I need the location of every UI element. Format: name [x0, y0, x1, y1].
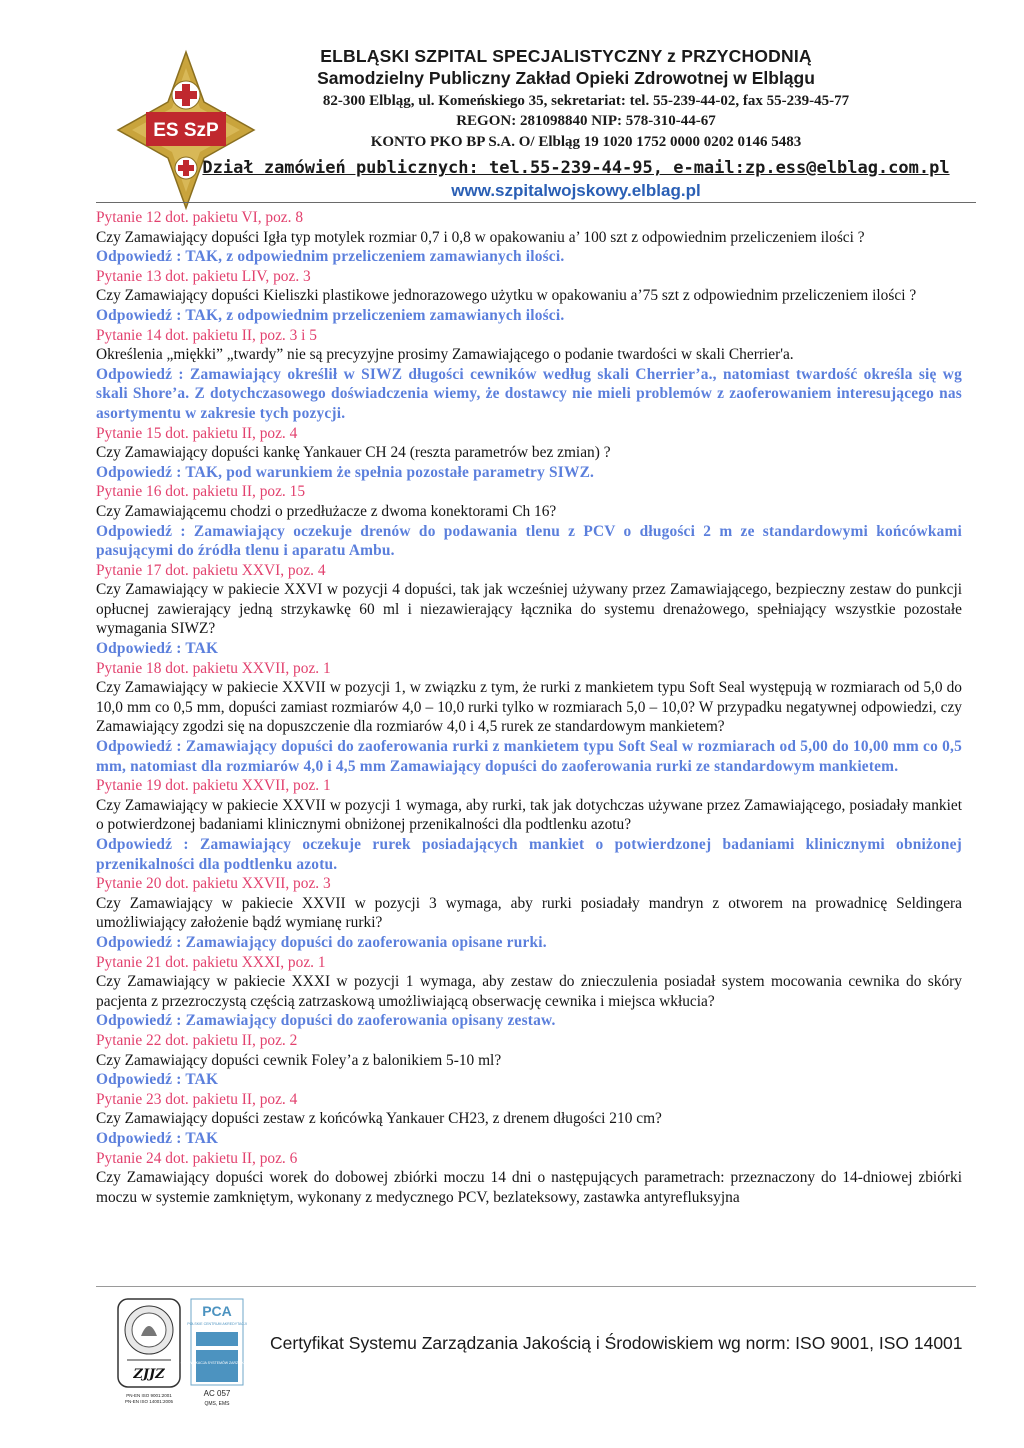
question-text: Czy Zamawiający w pakiecie XXVI w pozycji 4 dopuści, tak jak wcześniej używany przez Zamawiającego, bezpieczny zestaw do punkcji opłucnej zawierający jedną strzykawkę 60 ml i niezawierający łącznika do systemu drenażowego, spełniający wszystkie pozostałe wymagania SIWZ?	[96, 581, 962, 638]
answer-text: Odpowiedź : TAK, pod warunkiem że spełnia pozostałe parametry SIWZ.	[96, 463, 595, 481]
question-text: Czy Zamawiający w pakiecie XXVII w pozycji 1, w związku z tym, że rurki z mankietem typu Soft Seal występują w rozmiarach od 5,0 do 10,0 mm co 0,5 mm, dopuści zamiast rozmiarów 4,0 – 10,0 rurki tylko w rozmiarach 5,0 – 10,0? W przypadku negatywnej odpowiedzi, czy Zamawiający zgodzi się na dopuszczenie dla rozmiarów 4,0 i 4,5 rurek ze standardowym mankietem?	[96, 679, 962, 736]
qa-item	[96, 561, 962, 659]
qa-item	[96, 874, 962, 952]
pca-subtitle: POLSKIE CENTRUM AKREDYTACJI	[187, 1322, 247, 1326]
answer-text: Odpowiedź : Zamawiający dopuści do zaoferowania opisany zestaw.	[96, 1012, 556, 1030]
pca-code: AC 057	[203, 1389, 231, 1398]
certificate-statement: Certyfikat Systemu Zarządzania Jakością i Środowiskiem wg norm: ISO 9001, ISO 14001	[270, 1333, 963, 1353]
question-text: Czy Zamawiający dopuści cewnik Foley’a z balonikiem 5-10 ml?	[96, 1051, 502, 1069]
qa-item	[96, 208, 962, 267]
qa-item	[96, 1149, 962, 1208]
question-text: Czy Zamawiający dopuści Igła typ motylek rozmiar 0,7 i 0,8 w opakowaniu a’ 100 szt z odpowiednim przeliczeniem ilości ?	[96, 228, 865, 246]
zjjz-norm1: PN-EN ISO 9001:2001	[126, 1393, 172, 1398]
question-text: Czy Zamawiający dopuści zestaw z końcówką Yankauer CH23, z drenem długości 210 cm?	[96, 1110, 662, 1128]
question-heading: Pytanie 21 dot. pakietu XXXI, poz. 1	[96, 953, 326, 971]
question-heading: Pytanie 20 dot. pakietu XXVII, poz. 3	[96, 875, 331, 893]
question-heading: Pytanie 14 dot. pakietu II, poz. 3 i 5	[96, 326, 317, 344]
pca-accreditation-logo	[180, 1298, 254, 1408]
qa-list	[96, 208, 962, 1207]
answer-text: Odpowiedź : TAK, z odpowiednim przeliczeniem zamawianych ilości.	[96, 248, 565, 266]
hospital-address: 82-300 Elbląg, ul. Komeńskiego 35, sekretariat: tel. 55-239-44-02, fax 55-239-45-77	[322, 93, 850, 109]
qa-item	[96, 424, 962, 483]
emblem-letters: ES SzP	[153, 120, 219, 141]
answer-text: Odpowiedź : Zamawiający określił w SIWZ długości cewników według skali Cherrier’a., natomiast twardość określa się wg skali Shore’a. Z dotychczasowego doświadczenia wiemy, że dostawcy nie mieli problemów z zaoferowaniem interesującego nas asortymentu w zakresie tych pozycji.	[96, 365, 962, 422]
pca-title: PCA	[202, 1303, 232, 1319]
qa-item	[96, 326, 962, 424]
hospital-bank-account: KONTO PKO BP S.A. O/ Elbląg 19 1020 1752 0000 0202 0146 5483	[370, 134, 802, 150]
pca-block-text: CERTYFIKACJA SYSTEMÓW ZARZĄDZANIA	[180, 1361, 254, 1365]
question-heading: Pytanie 19 dot. pakietu XXVII, poz. 1	[96, 777, 331, 795]
footer-divider	[96, 1286, 976, 1287]
answer-text: Odpowiedź : Zamawiający dopuści do zaoferowania rurki z mankietem typu Soft Seal w rozmiarach od 5,00 do 10,00 mm co 0,5 mm, natomiast dla rozmiarów 4,0 i 4,5 mm Zamawiający dopuści do zaoferowania rurki ze standardowym mankietem.	[96, 738, 962, 775]
zjjz-norm2: PN-EN ISO 14001:2005	[124, 1399, 174, 1404]
hospital-regon-nip: REGON: 281098840 NIP: 578-310-44-67	[456, 113, 716, 129]
question-text: Czy Zamawiający w pakiecie XXVII w pozycji 1 wymaga, aby rurki, tak jak dotychczas używane przez Zamawiającego, posiadały mankiet o potwierdzonej badaniami klinicznymi obniżonej przenikalności dla podtlenku azotu?	[96, 796, 962, 834]
question-text: Czy Zamawiający dopuści Kieliszki plastikowe jednorazowego użytku w opakowaniu a’75 szt z odpowiednim przeliczeniem ilości ?	[96, 287, 917, 305]
question-heading: Pytanie 12 dot. pakietu VI, poz. 8	[96, 209, 304, 226]
question-heading: Pytanie 13 dot. pakietu LIV, poz. 3	[96, 267, 311, 285]
question-heading: Pytanie 22 dot. pakietu II, poz. 2	[96, 1031, 298, 1049]
hospital-name: ELBLĄSKI SZPITAL SPECJALISTYCZNY z PRZYCHODNIĄ	[320, 46, 812, 66]
zjjz-label: ZJJZ	[133, 1367, 165, 1382]
question-text: Czy Zamawiający dopuści kankę Yankauer CH 24 (reszta parametrów bez zmian) ?	[96, 444, 611, 462]
qa-item	[96, 1090, 962, 1149]
website-link[interactable]: www.szpitalwojskowy.elblag.pl	[451, 181, 701, 200]
answer-text: Odpowiedź : Zamawiający dopuści do zaoferowania opisane rurki.	[96, 933, 547, 951]
qa-item	[96, 659, 962, 777]
qa-item	[96, 267, 962, 326]
question-heading: Pytanie 15 dot. pakietu II, poz. 4	[96, 424, 298, 442]
question-heading: Pytanie 18 dot. pakietu XXVII, poz. 1	[96, 659, 331, 677]
question-heading: Pytanie 24 dot. pakietu II, poz. 6	[96, 1149, 298, 1167]
answer-text: Odpowiedź : TAK, z odpowiednim przeliczeniem zamawianych ilości.	[96, 306, 565, 324]
qa-item	[96, 953, 962, 1031]
qa-item	[96, 776, 962, 874]
question-text: Czy Zamawiający w pakiecie XXVII w pozycji 3 wymaga, aby rurki posiadały mandryn z otworem na prowadnicę Seldingera umożliwiający założenie bądź wymianę rurki?	[96, 894, 962, 932]
hospital-subtitle: Samodzielny Publiczny Zakład Opieki Zdrowotnej w Elblągu	[317, 68, 815, 88]
answer-text: Odpowiedź : TAK	[96, 1071, 219, 1089]
qa-item	[96, 1031, 962, 1090]
question-text: Określenia „miękki” „twardy” nie są precyzyjne prosimy Zamawiającego o podanie twardości w skali Cherrier'a.	[96, 346, 794, 364]
answer-text: Odpowiedź : Zamawiający oczekuje rurek posiadających mankiet o potwierdzonej badaniami klinicznymi obniżonej przenikalności dla podtlenku azotu.	[96, 836, 962, 873]
pca-code2: QMS, EMS	[204, 1401, 230, 1407]
question-heading: Pytanie 23 dot. pakietu II, poz. 4	[96, 1090, 298, 1108]
qa-item	[96, 482, 962, 560]
header-divider	[96, 202, 976, 203]
answer-text: Odpowiedź : Zamawiający oczekuje drenów do podawania tlenu z PCV o długości 2 m ze standardowymi końcówkami pasującymi do źródła tlenu i aparatu Ambu.	[96, 522, 962, 560]
zjjz-certification-logo	[117, 1298, 181, 1408]
question-text: Czy Zamawiającemu chodzi o przedłużacze z dwoma konektorami Ch 16?	[96, 502, 557, 520]
question-heading: Pytanie 17 dot. pakietu XXVI, poz. 4	[96, 561, 326, 579]
procurement-contact: Dział zamówień publicznych: tel.55-239-44-95, e-mail:zp.ess@elblag.com.pl	[202, 158, 950, 178]
question-text: Czy Zamawiający dopuści worek do dobowej zbiórki moczu 14 dni o następujących parametrach: przeznaczony do 14-dniowej zbiórki moczu w systemie zamkniętym, wykonany z medycznego PCV, bezlateksowy, zastawka antyrefluksyjna	[96, 1169, 962, 1206]
question-text: Czy Zamawiający w pakiecie XXXI w pozycji 1 wymaga, aby zestaw do znieczulenia posiadał system mocowania cewnika do skóry pacjenta z przezroczystą częścią zatrzaskową umożliwiającą obserwację cewnika i miejsca wkłucia?	[96, 973, 962, 1010]
answer-text: Odpowiedź : TAK	[96, 640, 219, 658]
question-heading: Pytanie 16 dot. pakietu II, poz. 15	[96, 483, 306, 501]
answer-text: Odpowiedź : TAK	[96, 1129, 219, 1147]
letterhead	[96, 30, 976, 210]
